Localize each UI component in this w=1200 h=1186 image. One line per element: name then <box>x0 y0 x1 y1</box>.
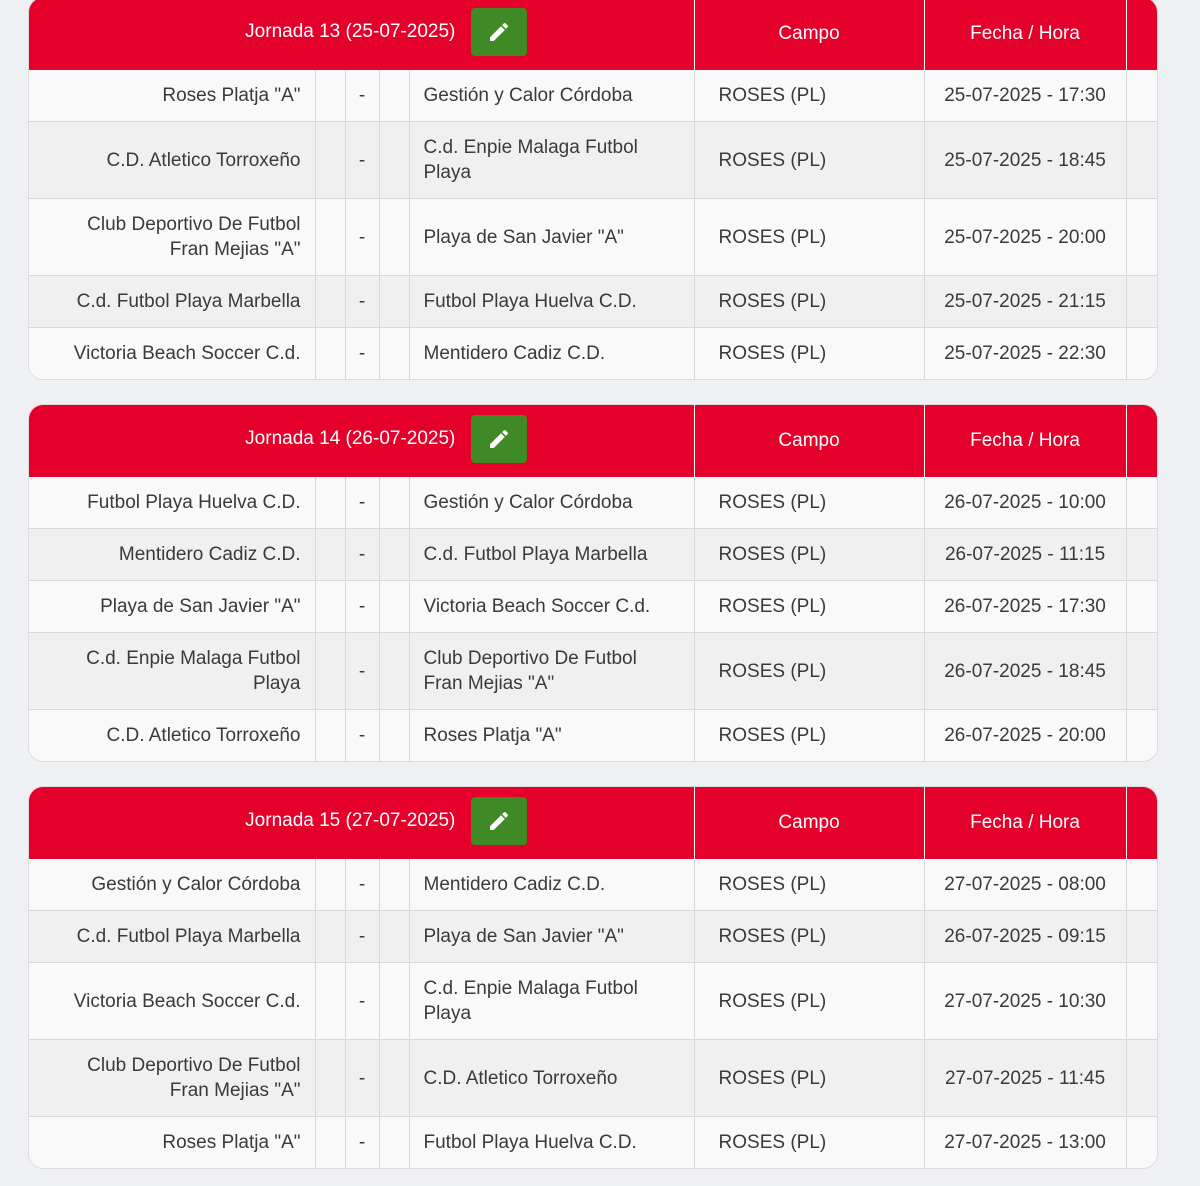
header-end-cell <box>1126 405 1157 477</box>
home-team: C.d. Futbol Playa Marbella <box>29 911 315 963</box>
round-header <box>29 405 694 477</box>
home-team: Victoria Beach Soccer C.d. <box>29 328 315 380</box>
row-end-cell <box>1126 911 1157 963</box>
score-separator: - <box>345 1117 379 1169</box>
match-datetime: 26-07-2025 - 10:00 <box>924 477 1126 529</box>
away-score-cell <box>379 1117 409 1169</box>
away-team: Playa de San Javier "A" <box>409 911 694 963</box>
away-team: Victoria Beach Soccer C.d. <box>409 581 694 633</box>
table-header-row <box>29 405 1157 477</box>
away-team: Club Deportivo De Futbol Fran Mejias "A" <box>409 633 694 710</box>
row-end-cell <box>1126 633 1157 710</box>
row-end-cell <box>1126 276 1157 328</box>
match-datetime: 26-07-2025 - 09:15 <box>924 911 1126 963</box>
home-team: Victoria Beach Soccer C.d. <box>29 963 315 1040</box>
header-end-cell <box>1126 0 1157 70</box>
field-name: ROSES (PL) <box>694 529 924 581</box>
match-datetime: 25-07-2025 - 17:30 <box>924 70 1126 122</box>
match-datetime: 27-07-2025 - 10:30 <box>924 963 1126 1040</box>
fecha-header: Fecha / Hora <box>924 405 1126 477</box>
score-separator: - <box>345 199 379 276</box>
round-table-15 <box>29 787 1157 1168</box>
round-table-14 <box>29 405 1157 761</box>
match-datetime: 27-07-2025 - 11:45 <box>924 1040 1126 1117</box>
home-team: Playa de San Javier "A" <box>29 581 315 633</box>
pencil-icon <box>487 427 511 451</box>
edit-round-button[interactable] <box>471 797 527 845</box>
away-score-cell <box>379 859 409 911</box>
row-end-cell <box>1126 710 1157 762</box>
match-datetime: 26-07-2025 - 17:30 <box>924 581 1126 633</box>
home-score-cell <box>315 122 345 199</box>
score-separator: - <box>345 70 379 122</box>
match-datetime: 26-07-2025 - 11:15 <box>924 529 1126 581</box>
field-name: ROSES (PL) <box>694 633 924 710</box>
fixtures-table <box>29 787 1157 1168</box>
edit-round-button[interactable] <box>471 415 527 463</box>
match-datetime: 27-07-2025 - 08:00 <box>924 859 1126 911</box>
table-row <box>29 328 1157 380</box>
edit-round-button[interactable] <box>471 8 527 56</box>
match-datetime: 25-07-2025 - 18:45 <box>924 122 1126 199</box>
home-score-cell <box>315 199 345 276</box>
home-score-cell <box>315 70 345 122</box>
home-score-cell <box>315 276 345 328</box>
home-team: C.d. Enpie Malaga Futbol Playa <box>29 633 315 710</box>
away-score-cell <box>379 911 409 963</box>
pencil-icon <box>487 809 511 833</box>
campo-header: Campo <box>694 405 924 477</box>
home-score-cell <box>315 710 345 762</box>
home-score-cell <box>315 1040 345 1117</box>
round-table-13 <box>29 0 1157 379</box>
round-title: Jornada 13 (25-07-2025) <box>245 21 456 42</box>
field-name: ROSES (PL) <box>694 1040 924 1117</box>
away-team: Futbol Playa Huelva C.D. <box>409 276 694 328</box>
score-separator: - <box>345 276 379 328</box>
home-team: C.D. Atletico Torroxeño <box>29 710 315 762</box>
away-score-cell <box>379 1040 409 1117</box>
away-score-cell <box>379 70 409 122</box>
score-separator: - <box>345 529 379 581</box>
fixtures-table <box>29 0 1157 379</box>
home-score-cell <box>315 1117 345 1169</box>
field-name: ROSES (PL) <box>694 710 924 762</box>
away-team: C.d. Enpie Malaga Futbol Playa <box>409 963 694 1040</box>
table-row <box>29 199 1157 276</box>
row-end-cell <box>1126 70 1157 122</box>
score-separator: - <box>345 581 379 633</box>
table-row <box>29 122 1157 199</box>
row-end-cell <box>1126 859 1157 911</box>
away-score-cell <box>379 122 409 199</box>
field-name: ROSES (PL) <box>694 199 924 276</box>
away-team: Roses Platja "A" <box>409 710 694 762</box>
home-team: Roses Platja "A" <box>29 70 315 122</box>
home-team: Club Deportivo De Futbol Fran Mejias "A" <box>29 199 315 276</box>
table-row <box>29 963 1157 1040</box>
away-score-cell <box>379 328 409 380</box>
away-team: Gestión y Calor Córdoba <box>409 70 694 122</box>
row-end-cell <box>1126 1117 1157 1169</box>
row-end-cell <box>1126 328 1157 380</box>
match-datetime: 27-07-2025 - 13:00 <box>924 1117 1126 1169</box>
header-end-cell <box>1126 787 1157 859</box>
home-team: Futbol Playa Huelva C.D. <box>29 477 315 529</box>
row-end-cell <box>1126 477 1157 529</box>
round-header <box>29 787 694 859</box>
field-name: ROSES (PL) <box>694 477 924 529</box>
home-score-cell <box>315 911 345 963</box>
away-score-cell <box>379 276 409 328</box>
away-score-cell <box>379 581 409 633</box>
away-team: Playa de San Javier "A" <box>409 199 694 276</box>
table-row <box>29 70 1157 122</box>
score-separator: - <box>345 1040 379 1117</box>
field-name: ROSES (PL) <box>694 328 924 380</box>
table-row <box>29 581 1157 633</box>
away-team: C.d. Enpie Malaga Futbol Playa <box>409 122 694 199</box>
home-team: Mentidero Cadiz C.D. <box>29 529 315 581</box>
home-score-cell <box>315 581 345 633</box>
away-team: Gestión y Calor Córdoba <box>409 477 694 529</box>
match-datetime: 25-07-2025 - 22:30 <box>924 328 1126 380</box>
away-team: C.D. Atletico Torroxeño <box>409 1040 694 1117</box>
table-row <box>29 276 1157 328</box>
field-name: ROSES (PL) <box>694 276 924 328</box>
field-name: ROSES (PL) <box>694 911 924 963</box>
home-score-cell <box>315 859 345 911</box>
field-name: ROSES (PL) <box>694 963 924 1040</box>
campo-header: Campo <box>694 0 924 70</box>
table-header-row <box>29 0 1157 70</box>
table-row <box>29 529 1157 581</box>
table-row <box>29 633 1157 710</box>
away-team: Mentidero Cadiz C.D. <box>409 859 694 911</box>
away-score-cell <box>379 633 409 710</box>
away-team: Mentidero Cadiz C.D. <box>409 328 694 380</box>
home-team: C.D. Atletico Torroxeño <box>29 122 315 199</box>
round-title: Jornada 14 (26-07-2025) <box>245 428 456 449</box>
home-team: Gestión y Calor Córdoba <box>29 859 315 911</box>
row-end-cell <box>1126 1040 1157 1117</box>
away-score-cell <box>379 199 409 276</box>
away-team: C.d. Futbol Playa Marbella <box>409 529 694 581</box>
row-end-cell <box>1126 963 1157 1040</box>
fecha-header: Fecha / Hora <box>924 787 1126 859</box>
home-score-cell <box>315 328 345 380</box>
away-score-cell <box>379 529 409 581</box>
score-separator: - <box>345 859 379 911</box>
table-header-row <box>29 787 1157 859</box>
score-separator: - <box>345 122 379 199</box>
score-separator: - <box>345 963 379 1040</box>
field-name: ROSES (PL) <box>694 1117 924 1169</box>
round-header <box>29 0 694 70</box>
fixtures-table <box>29 405 1157 761</box>
field-name: ROSES (PL) <box>694 581 924 633</box>
home-score-cell <box>315 633 345 710</box>
match-datetime: 26-07-2025 - 20:00 <box>924 710 1126 762</box>
table-row <box>29 1117 1157 1169</box>
table-row <box>29 477 1157 529</box>
away-score-cell <box>379 477 409 529</box>
home-score-cell <box>315 529 345 581</box>
home-team: Roses Platja "A" <box>29 1117 315 1169</box>
match-datetime: 26-07-2025 - 18:45 <box>924 633 1126 710</box>
score-separator: - <box>345 477 379 529</box>
field-name: ROSES (PL) <box>694 70 924 122</box>
table-row <box>29 1040 1157 1117</box>
away-team: Futbol Playa Huelva C.D. <box>409 1117 694 1169</box>
row-end-cell <box>1126 581 1157 633</box>
field-name: ROSES (PL) <box>694 859 924 911</box>
campo-header: Campo <box>694 787 924 859</box>
row-end-cell <box>1126 122 1157 199</box>
match-datetime: 25-07-2025 - 21:15 <box>924 276 1126 328</box>
home-score-cell <box>315 477 345 529</box>
pencil-icon <box>487 20 511 44</box>
home-team: C.d. Futbol Playa Marbella <box>29 276 315 328</box>
field-name: ROSES (PL) <box>694 122 924 199</box>
fecha-header: Fecha / Hora <box>924 0 1126 70</box>
table-row <box>29 710 1157 762</box>
score-separator: - <box>345 328 379 380</box>
match-datetime: 25-07-2025 - 20:00 <box>924 199 1126 276</box>
table-row <box>29 911 1157 963</box>
row-end-cell <box>1126 529 1157 581</box>
row-end-cell <box>1126 199 1157 276</box>
home-score-cell <box>315 963 345 1040</box>
away-score-cell <box>379 963 409 1040</box>
round-title: Jornada 15 (27-07-2025) <box>245 810 456 831</box>
score-separator: - <box>345 911 379 963</box>
away-score-cell <box>379 710 409 762</box>
score-separator: - <box>345 710 379 762</box>
score-separator: - <box>345 633 379 710</box>
table-row <box>29 859 1157 911</box>
home-team: Club Deportivo De Futbol Fran Mejias "A" <box>29 1040 315 1117</box>
